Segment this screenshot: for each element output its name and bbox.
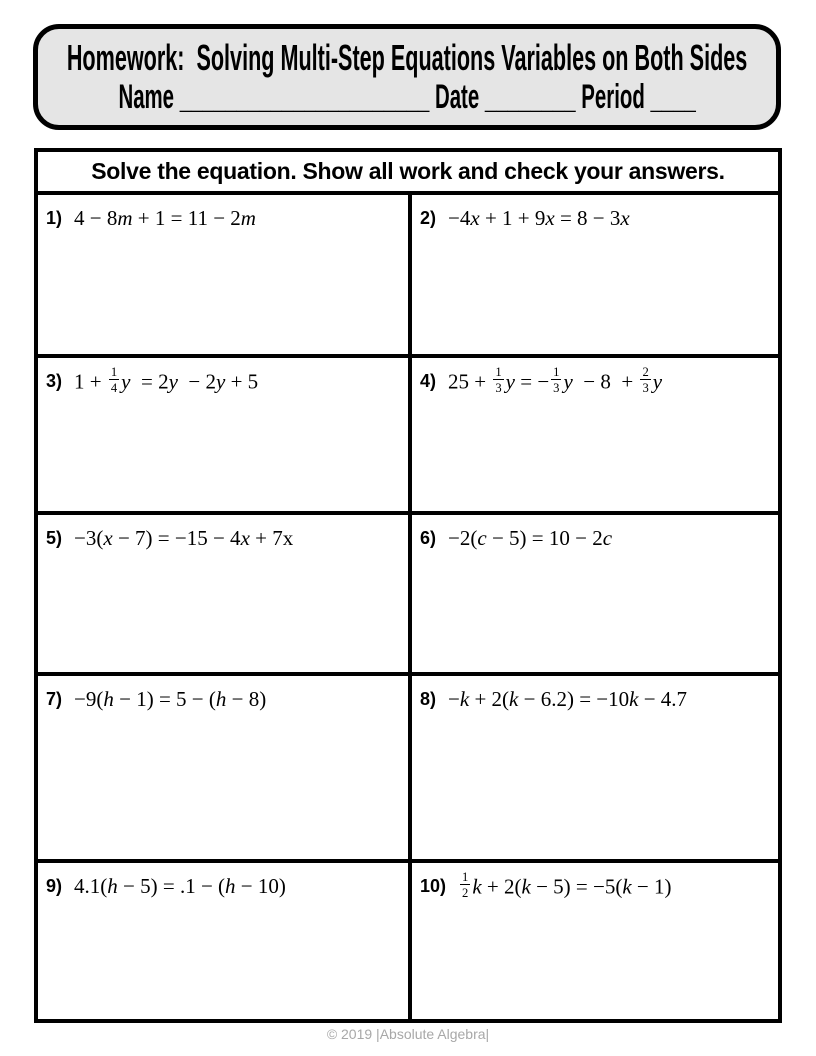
problem-equation: −9(h − 1) = 5 − (h − 8)	[74, 687, 267, 711]
problems-grid	[38, 195, 778, 1019]
problem-cell-3	[38, 354, 408, 511]
problem-cell-8	[408, 672, 778, 859]
name-label: Name	[118, 78, 180, 117]
worksheet-title: Homework: Solving Multi-Step Equations Variables on Both Sides	[66, 36, 748, 78]
problem-cell-7	[38, 672, 408, 859]
problem-cell-10	[408, 859, 778, 1019]
problem-cell-5	[38, 511, 408, 672]
problem-equation: −4x + 1 + 9x = 8 − 3x	[448, 206, 630, 230]
problem-number: 7)	[46, 689, 63, 709]
problem-cell-1	[38, 195, 408, 354]
period-label: Period	[575, 78, 651, 117]
problem-number: 8)	[420, 689, 437, 709]
problem-equation: 4.1(h − 5) = .1 − (h − 10)	[74, 874, 286, 898]
copyright-footer: © 2019 |Absolute Algebra|	[326, 1026, 490, 1042]
problem-equation: −2(c − 5) = 10 − 2c	[448, 526, 613, 550]
problem-equation: 1 + $\frac{1}{4}$ y = 2y − 2y + 5	[74, 365, 259, 396]
name-date-period-line	[118, 79, 695, 116]
problem-number: 1)	[46, 208, 63, 228]
problem-equation: 4 − 8m + 1 = 11 − 2m	[74, 206, 256, 230]
instruction-bar: Solve the equation. Show all work and check your answers.	[38, 152, 778, 195]
problems-table	[34, 148, 782, 1023]
problem-equation: $\frac{1}{2}$ k + 2(k − 5) = −5(k − 1)	[462, 870, 672, 901]
problem-number: 5)	[46, 528, 63, 548]
date-blank: ________	[484, 78, 576, 117]
problem-cell-9	[38, 859, 408, 1019]
problem-equation: −k + 2(k − 6.2) = −10k − 4.7	[448, 687, 688, 711]
problem-equation: −3(x − 7) = −15 − 4x + 7x	[74, 526, 294, 550]
problem-cell-4	[408, 354, 778, 511]
problem-number: 2)	[420, 208, 437, 228]
problem-number: 4)	[420, 371, 437, 391]
name-blank: ______________________	[179, 78, 430, 117]
period-blank: ____	[650, 78, 696, 117]
problem-number: 6)	[420, 528, 437, 548]
problem-cell-2	[408, 195, 778, 354]
date-label: Date	[429, 78, 485, 117]
problem-number: 3)	[46, 371, 63, 391]
problem-number: 9)	[46, 876, 63, 896]
problem-number: 10)	[420, 876, 447, 896]
worksheet-title-box	[33, 24, 781, 130]
problem-equation: 25 + $\frac{1}{3}$ y = − $\frac{1}{3}$ y − 8 + $\frac{2}{3}$ y	[448, 365, 663, 396]
problem-cell-6	[408, 511, 778, 672]
